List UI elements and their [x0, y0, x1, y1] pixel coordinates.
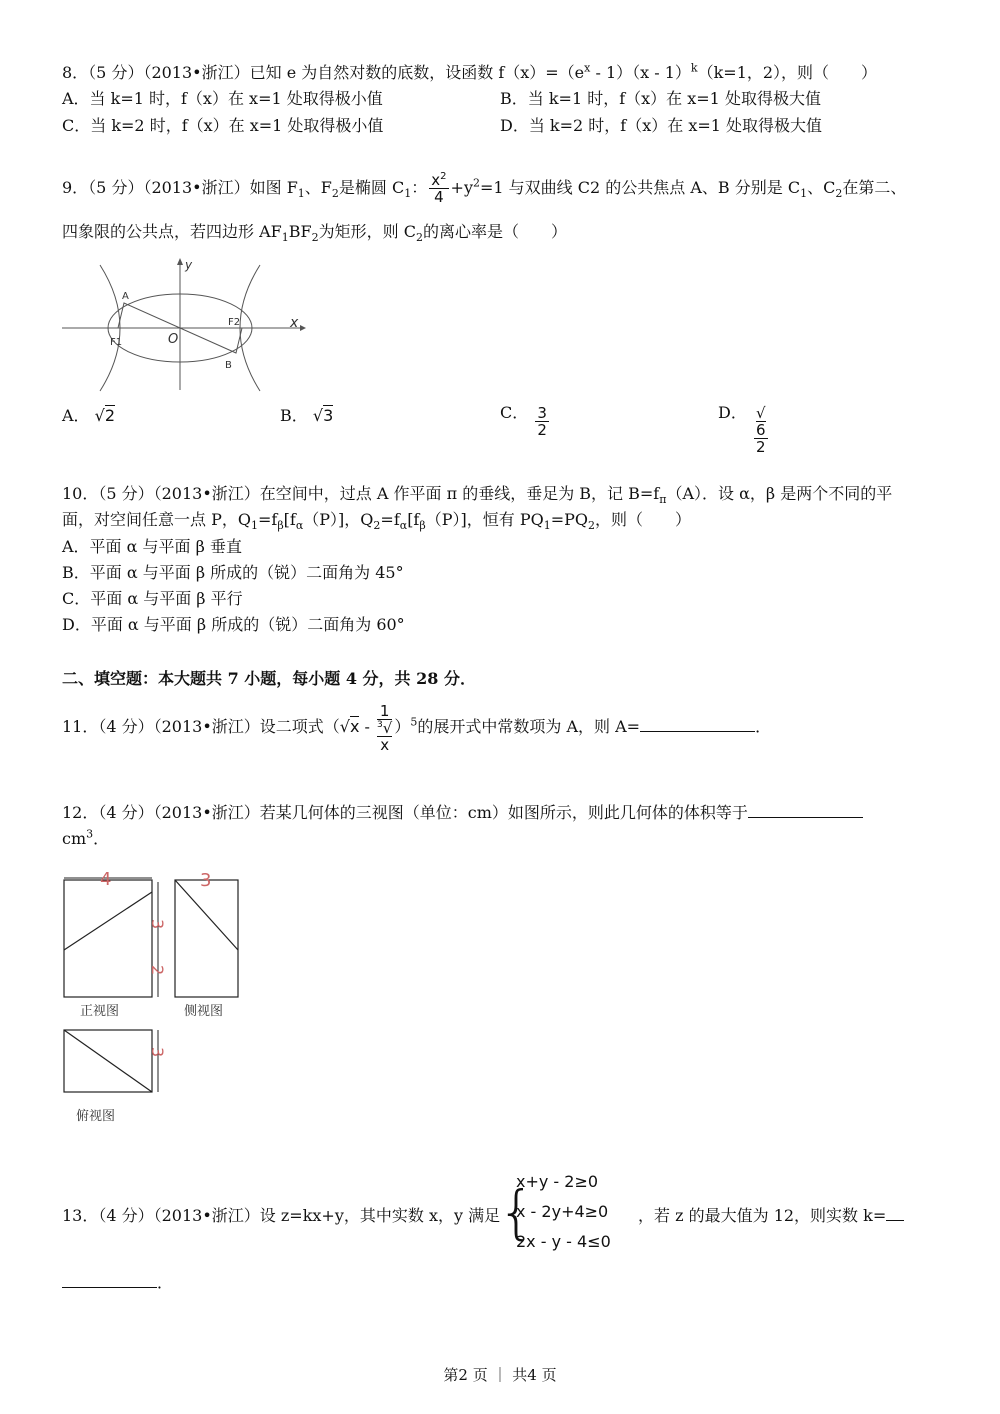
q11-stem: 11．（4 分）（2013•浙江）设二项式（√x - 1 $^3$√ x ）$^5$的展开式中常数项为 A，则 A= ． [62, 701, 772, 754]
q12-side-width-label: 3 [200, 870, 212, 891]
page-footer: 第2 页 ｜ 共4 页 [443, 1366, 557, 1384]
q13-constraint-3: 2x - y - 4≤0 [516, 1232, 611, 1251]
q9-option-a: A． √2 [62, 406, 116, 425]
q9-label-x: x [290, 315, 299, 331]
q9-fraction: $\frac{x^2}{4}$ [431, 171, 447, 206]
q10-stem-line1: 10．（5 分）（2013•浙江）在空间中，过点 A 作平面 π 的垂线，垂足为 B，记 $B=f_\pi(A)$．设 α，β 是两个不同的平 [62, 484, 893, 507]
q9-option-d: D． √ 6 2 [718, 403, 766, 456]
q8-option-b: B．当 k=1 时，f（x）在 x=1 处取得极大值 [500, 89, 821, 108]
q12-front-view-label: 正视图 [80, 1004, 120, 1019]
q9-label-a: A [122, 291, 129, 302]
q12-side-view-label: 侧视图 [184, 1004, 224, 1019]
q9-option-b: B． √3 [280, 406, 334, 425]
q9-stem-line2: 四象限的公共点，若四边形 $AF_1BF_2$为矩形，则 $C_2$的离心率是（ ） [62, 222, 567, 245]
q10-option-c: C．平面 α 与平面 β 平行 [62, 589, 243, 608]
q10-option-d: D．平面 α 与平面 β 所成的（锐）二面角为 60° [62, 615, 405, 634]
q13-brace: { [498, 1178, 535, 1246]
q13-blank-line2: ． [62, 1272, 173, 1294]
q12-front-width-label: 4 [100, 869, 112, 890]
q9-label-f1: F1 [110, 337, 123, 348]
q9-label-o: O [168, 332, 179, 347]
q9-label-b: B [225, 360, 232, 371]
q10-stem-line2: 面，对空间任意一点 P，$Q_1=f_\beta[f_\alpha(P)]$，$Q_2=f_\alpha[f_\beta(P)]$，恒有 $PQ_1=PQ_2$，则（ ） [62, 510, 692, 533]
q13-stem-tail: ，若 z 的最大值为 12，则实数 k= [638, 1205, 904, 1227]
q13-constraint-system [498, 1167, 611, 1257]
q12-top-view-label: 俯视图 [76, 1109, 116, 1124]
q12-front-height-2-label: 2 [148, 965, 167, 976]
q8-stem: 8．（5 分）（2013•浙江）已知 e 为自然对数的底数，设函数 $f(x)=(e^x - 1)(x - 1)^k(k=1$，2），则（ ） [62, 61, 878, 82]
q9-ellipse-hyperbola-figure [60, 255, 310, 395]
q12-front-height-3-label: 3 [148, 919, 167, 930]
q9-label-f2: F2 [228, 317, 241, 328]
q12-stem-line2: $cm^3$． [62, 827, 110, 848]
q13-stem: 13．（4 分）（2013•浙江）设 z=kx+y，其中实数 x，y 满足 [62, 1206, 501, 1225]
q12-top-height-label: 3 [148, 1047, 167, 1058]
q9-option-c: C． $\frac{3}{2}$ [500, 403, 547, 439]
q12-three-views-figure [58, 868, 258, 1130]
q10-option-a: A．平面 α 与平面 β 垂直 [62, 537, 242, 556]
q9-stem-line1: 9．（5 分）（2013•浙江）如图 $F_1$、$F_2$是椭圆 $C_1$： $\frac{x^2}{4}$ $+y^2=1$ 与双曲线 C2 的公共焦点 A、B 分别是 $C_1$、$C_2$在第二、 [62, 171, 907, 206]
q12-stem: 12．（4 分）（2013•浙江）若某几何体的三视图（单位：cm）如图所示，则此几何体的体积等于 [62, 802, 863, 824]
q13-constraint-1: x+y - 2≥0 [516, 1172, 599, 1191]
q8-option-d: D．当 k=2 时，f（x）在 x=1 处取得极大值 [500, 116, 823, 135]
q8-option-a: A．当 k=1 时，f（x）在 x=1 处取得极小值 [62, 89, 383, 108]
q13-constraint-2: x - 2y+4≥0 [516, 1202, 609, 1221]
q10-option-b: B．平面 α 与平面 β 所成的（锐）二面角为 45° [62, 563, 404, 582]
section-2-heading: 二、填空题：本大题共 7 小题，每小题 4 分，共 28 分． [62, 669, 476, 688]
q8-option-c: C．当 k=2 时，f（x）在 x=1 处取得极小值 [62, 116, 384, 135]
q9-label-y: y [185, 258, 193, 272]
